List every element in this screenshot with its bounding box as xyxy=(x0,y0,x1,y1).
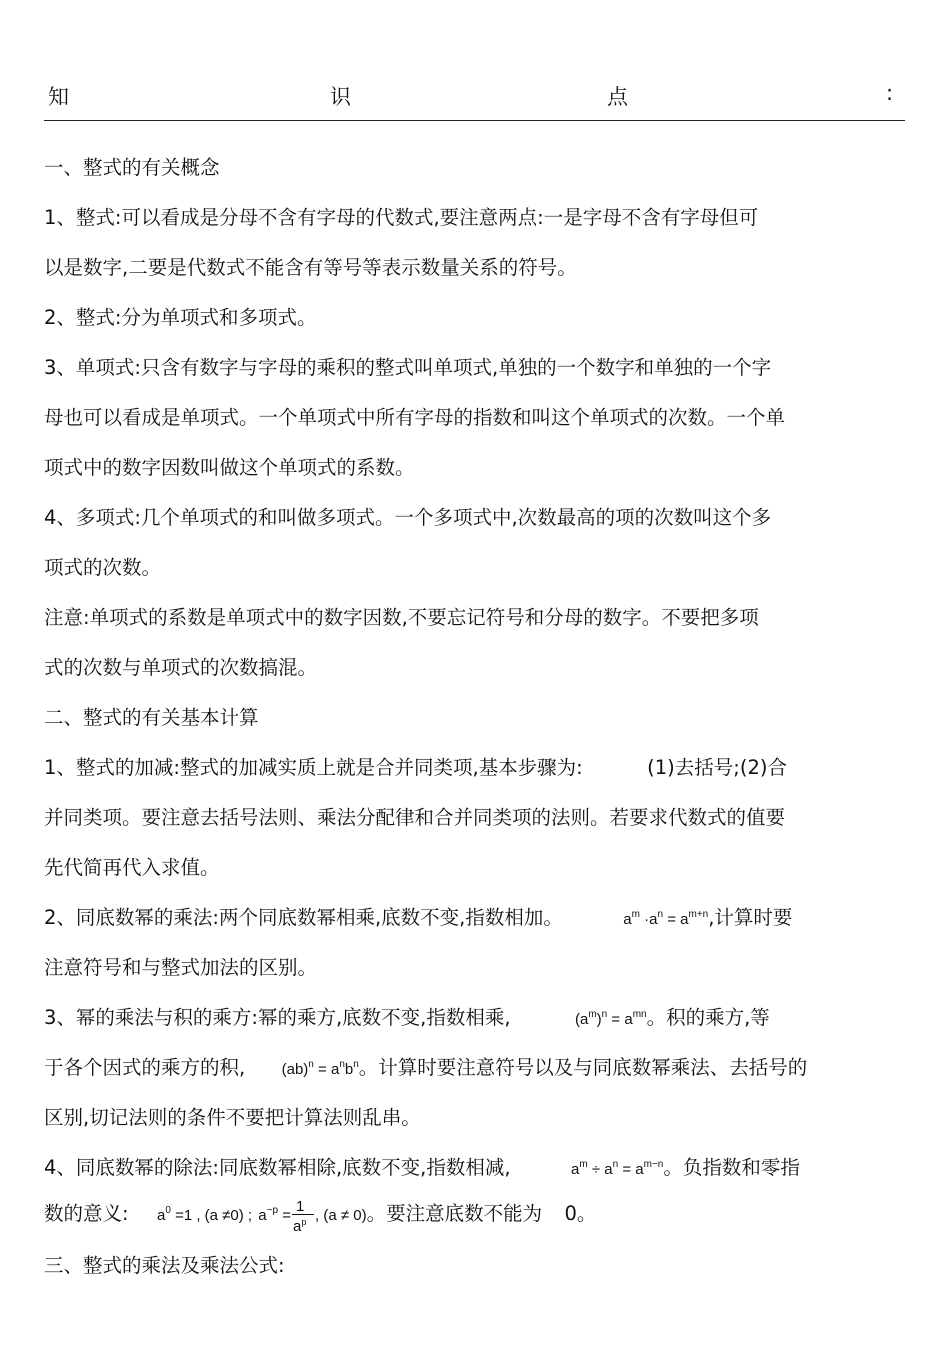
formula-power-of-power: $(a^m)^n = a^{mn}$ xyxy=(574,1009,647,1028)
paragraph-1-line-1: 1、整式:可以看成是分母不含有字母的代数式,要注意两点:一是字母不含有字母但可 xyxy=(44,206,759,229)
paragraph-3-line-1: 3、单项式:只含有数字与字母的乘积的整式叫单项式,单独的一个数字和单独的一个字 xyxy=(44,356,772,379)
calc-4-text-tail: 。负指数和零指 xyxy=(663,1156,800,1179)
section-title-1: 一、整式的有关概念 xyxy=(44,156,220,179)
calc-4-line-1 xyxy=(44,1155,800,1185)
calc-2-line-2: 注意符号和与整式加法的区别。 xyxy=(44,956,318,979)
formula-zero-exponent: $a^0 =1$ , (a ≠0) ; xyxy=(156,1205,253,1224)
calc-3-line-2 xyxy=(44,1055,807,1085)
formula-power-of-product: $(ab)^n = a^nb^n$ xyxy=(281,1059,359,1078)
header-char-3: 点 xyxy=(607,85,628,109)
calc-2-line-1 xyxy=(44,905,792,935)
calc-1-line-3: 先代简再代入求值。 xyxy=(44,856,220,879)
calc-3-text-tail: 。积的乘方,等 xyxy=(646,1006,770,1029)
paragraph-3-line-2: 母也可以看成是单项式。一个单项式中所有字母的指数和叫这个单项式的次数。一个单 xyxy=(44,406,786,429)
note-line-1: 注意:单项式的系数是单项式中的数字因数,不要忘记符号和分母的数字。不要把多项 xyxy=(44,606,759,629)
paragraph-3-line-3: 项式中的数字因数叫做这个单项式的系数。 xyxy=(44,456,415,479)
calc-3-text: 3、幂的乘法与积的乘方:幂的乘方,底数不变,指数相乘, xyxy=(44,1006,511,1029)
formula-negative-exponent: $a^{-p}$ = $\frac{1}{a^p}$ , (a ≠ 0) xyxy=(258,1198,367,1236)
paragraph-4-line-2: 项式的次数。 xyxy=(44,556,162,579)
calc-1-line-2: 并同类项。要注意去括号法则、乘法分配律和合并同类项的法则。若要求代数式的值要 xyxy=(44,806,786,829)
calc-1-line-1 xyxy=(44,755,787,781)
paragraph-1-line-2: 以是数字,二要是代数式不能含有等号等表示数量关系的符号。 xyxy=(44,256,577,279)
calc-2-text: 2、同底数幂的乘法:两个同底数幂相乘,底数不变,指数相加。 xyxy=(44,906,563,929)
calc-3-text-2: 于各个因式的乘方的积, xyxy=(44,1056,246,1079)
calc-3-line-3: 区别,切记法则的条件不要把计算法则乱串。 xyxy=(44,1106,421,1129)
fraction: $\frac{1}{a^p}$ xyxy=(291,1203,315,1229)
section-title-2: 二、整式的有关基本计算 xyxy=(44,706,259,729)
calc-1-steps: (1)去括号;(2)合 xyxy=(647,756,787,779)
calc-4-text-2-end: 0。 xyxy=(564,1202,597,1225)
formula-power-quotient: $a^m \div a^n = a^{m-n}$ xyxy=(570,1159,664,1178)
calc-4-line-2 xyxy=(44,1198,597,1236)
paragraph-4-line-1: 4、多项式:几个单项式的和叫做多项式。一个多项式中,次数最高的项的次数叫这个多 xyxy=(44,506,772,529)
paragraph-2: 2、整式:分为单项式和多项式。 xyxy=(44,306,317,329)
calc-4-text-2-tail: 。要注意底数不能为 xyxy=(366,1202,543,1225)
calc-4-text-2: 数的意义: xyxy=(44,1202,129,1225)
section-title-3: 三、整式的乘法及乘法公式: xyxy=(44,1254,285,1277)
header-char-1: 知 xyxy=(48,85,69,109)
header-char-2: 识 xyxy=(330,85,351,109)
calc-2-text-tail: ,计算时要 xyxy=(708,906,793,929)
calc-3-line-1 xyxy=(44,1005,770,1035)
header-char-4: : xyxy=(886,81,894,105)
formula-power-product: $a^m \cdot a^n = a^{m+n}$ xyxy=(623,909,709,928)
calc-3-text-2-tail: 。计算时要注意符号以及与同底数幂乘法、去括号的 xyxy=(358,1056,808,1079)
calc-1-text: 1、整式的加减:整式的加减实质上就是合并同类项,基本步骤为: xyxy=(44,756,583,779)
note-line-2: 式的次数与单项式的次数搞混。 xyxy=(44,656,318,679)
page-header xyxy=(44,78,905,121)
calc-4-text: 4、同底数幂的除法:同底数幂相除,底数不变,指数相减, xyxy=(44,1156,511,1179)
